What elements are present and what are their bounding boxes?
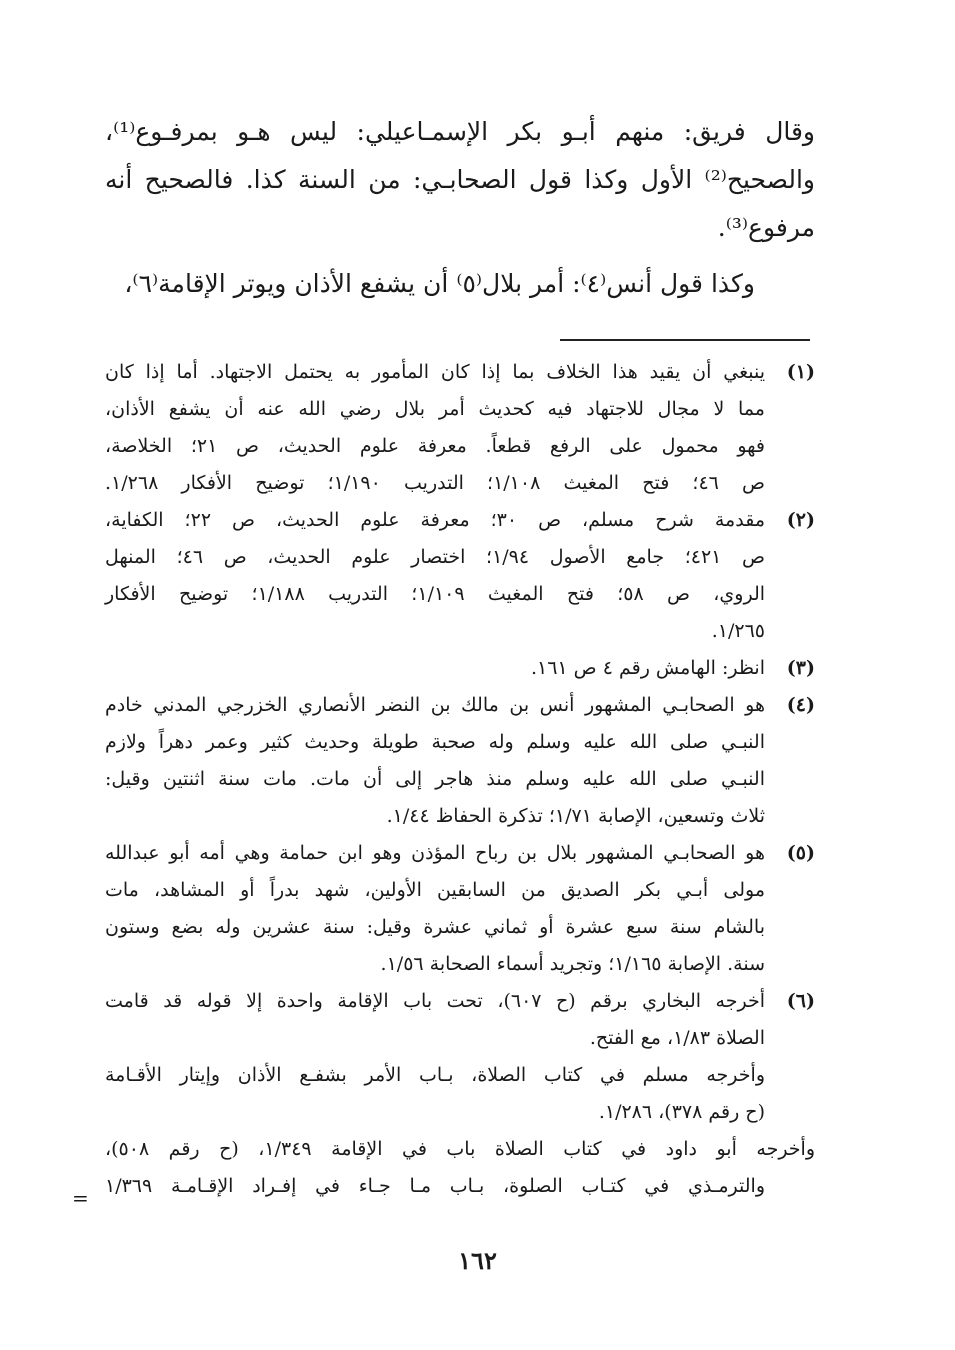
footnote-number: (٦)	[786, 990, 815, 1012]
footnotes	[105, 354, 815, 1205]
footnote-line: مقدمة شرح مسلم، ص ٣٠؛ معرفة علوم الحديث، ص ٢٢؛ الكفاية،	[105, 509, 765, 531]
footnote-line: ص ٤٢١؛ جامع الأصول ١/٩٤؛ اختصار علوم الحديث، ص ٤٦؛ المنهل	[105, 546, 766, 568]
footnote-number: (١)	[786, 361, 815, 383]
footnote-line: ١/٢٦٥.	[711, 620, 765, 642]
footnote-line: فهو محمول على الرفع قطعاً. معرفة علوم الحديث، ص ٢١؛ الخلاصة،	[105, 435, 766, 457]
footnote-line: ينبغي أن يقيد هذا الخلاف بما إذا كان المأمور به يحتمل الاجتهاد. أما إذا كان	[105, 361, 765, 383]
footnote-line: سنة. الإصابة ١/١٦٥؛ وتجريد أسماء الصحابة ١/٥٦.	[380, 953, 765, 975]
footnote-line: مولى أبـي بكر الصديق من السابقين الأولين، شهد بدراً أو المشاهد، مات	[105, 879, 765, 901]
footnote-line: أخرجه البخاري برقم (ح ٦٠٧)، تحت باب الإقامة واحدة إلا قوله قد قامت	[105, 990, 765, 1012]
page-number: ١٦٢	[458, 1246, 497, 1275]
footnote-line: الصلاة ١/٨٣، مع الفتح.	[589, 1027, 765, 1049]
footnote-line: هو الصحابـي المشهور أنس بن مالك بن النضر الأنصاري الخزرجي المدني خادم	[105, 694, 765, 716]
footnote-line: بالشام سنة سبع عشرة أو ثماني عشرة وقيل: سنة عشرين وله بضع وستون	[105, 916, 765, 938]
footnote-line: وأخرجه مسلم في كتاب الصلاة، بـاب الأمر بشفـع الأذان وإيتار الأقـامة	[105, 1064, 765, 1086]
footnote-1	[105, 354, 815, 502]
continuation-mark: =	[72, 1186, 89, 1210]
footnote-3	[105, 650, 815, 687]
footnote-line: مما لا مجال للاجتهاد فيه كحديث أمر بلال رضي الله عنه أن يشفع الأذان،	[105, 398, 765, 420]
main-line: وكذا قول أنس⁽٤⁾: أمر بلال⁽٥⁾ أن يشفع الأذان ويوتر الإقامة⁽٦⁾،	[124, 269, 755, 298]
footnote-2	[105, 502, 815, 650]
footnote-5	[105, 835, 815, 983]
footnote-6	[105, 983, 815, 1205]
footnote-number: (٢)	[786, 509, 815, 531]
main-text	[105, 108, 815, 308]
footnote-line: وأخرجه أبو داود في كتاب الصلاة باب في الإقامة ١/٣٤٩، (ح رقم ٥٠٨)،	[105, 1138, 815, 1160]
footnote-line: ثلاث وتسعين، الإصابة ١/٧١؛ تذكرة الحفاظ ١/٤٤.	[386, 805, 765, 827]
footnote-separator	[560, 339, 810, 341]
footnote-number: (٣)	[786, 657, 815, 679]
footnote-line: والترمـذي في كتـاب الصلوة، بـاب مـا جـاء في إفـراد الإقـامـة ١/٣٦٩	[105, 1175, 765, 1197]
footnote-line: ص ٤٦؛ فتح المغيث ١/١٠٨؛ التدريب ١/١٩٠؛ توضيح الأفكار ١/٢٦٨.	[105, 472, 765, 494]
footnote-number: (٤)	[786, 694, 815, 716]
footnote-line: (ح رقم ٣٧٨)، ١/٢٨٦.	[598, 1101, 765, 1123]
main-line: مرفوع⁽³⁾.	[717, 213, 815, 242]
footnote-4	[105, 687, 815, 835]
footnote-line: انظر: الهامش رقم ٤ ص ١٦١.	[530, 657, 765, 679]
footnote-number: (٥)	[786, 842, 815, 864]
main-line: والصحيح⁽²⁾ الأول وكذا قول الصحابـي: من السنة كذا. فالصحيح أنه	[105, 165, 815, 194]
footnote-line: النبـي صلى الله عليه وسلم منذ هاجر إلى أن مات. مات سنة اثنتين وقيل:	[105, 768, 765, 790]
footnote-line: الروي، ص ٥٨؛ فتح المغيث ١/١٠٩؛ التدريب ١/١٨٨؛ توضيح الأفكار	[105, 583, 766, 605]
main-line: وقال فريق: منهم أبـو بكر الإسمـاعيلي: ليس هـو بمرفـوع⁽¹⁾،	[105, 117, 815, 146]
footnote-line: النبـي صلى الله عليه وسلم وله صحبة طويلة وحديث كثير وعمر دهراً ولازم	[105, 731, 765, 753]
footnote-line: هو الصحابـي المشهور بلال بن رباح المؤذن وهو ابن حمامة وهي أمه أبو عبدالله	[105, 842, 765, 864]
